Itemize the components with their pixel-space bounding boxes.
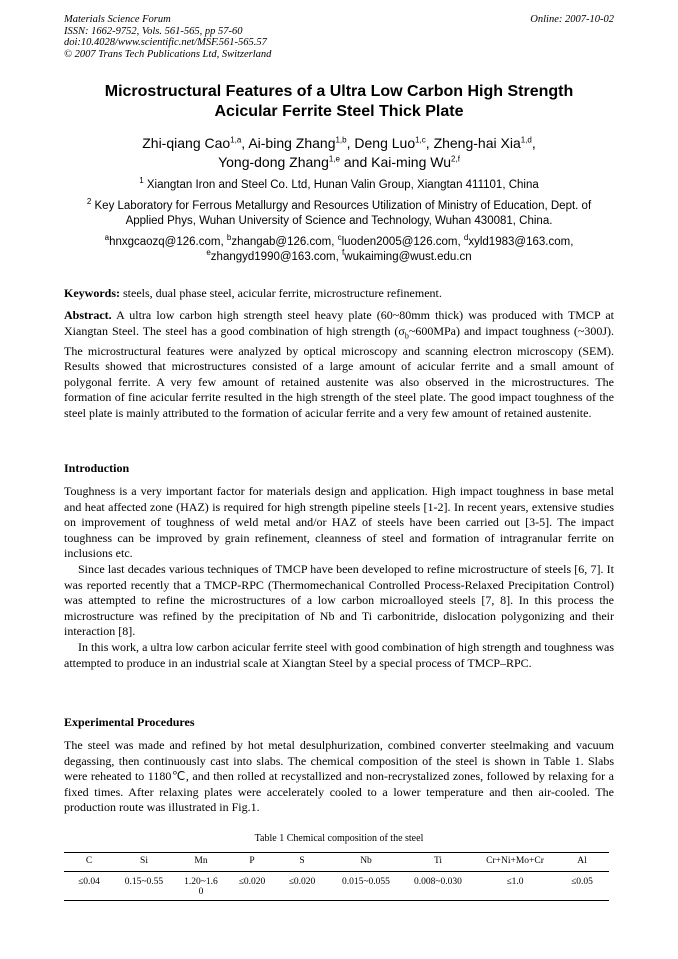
affiliation-2: $^2$ Key Laboratory for Ferrous Metallurgy and Resources Utilization of Ministry of Education, Dept. of Applied Phys, Wuhan University of Science and Technology, Wuhan 430081, China. bbox=[86, 197, 592, 227]
journal-doi: doi:10.4028/www.scientific.net/MSF.561-565.57 bbox=[64, 37, 267, 48]
author: Zhi-qiang Cao$^{1,a}$, bbox=[142, 135, 249, 151]
abstract: Abstract. A ultra low carbon high strength steel heavy plate (60~80mm thick) was produced with TMCP at Xiangtan Steel. The steel has a good combination of high strength $(\sigma_b\sim 600MPa)$ and impact toughness (~300J). The microstructural features were analyzed by optical microscopy and scanning electron microscopy (SEM). Results showed that microstructures consisted of a large amount of acicular ferrite and a small amount of polygonal ferrite. A very few amount of retained austenite was also observed in the microstructures. The formation of fine acicular ferrite resulted in the high strength of the steel plate. The good impact toughness of the steel plate is mainly attributed to the formation of acicular ferrite and a very few amount of retained austenite. bbox=[64, 308, 614, 420]
table-header-cell: Cr+Ni+Mo+Cr bbox=[486, 856, 544, 866]
table-cell: 1.20~1.6 0 bbox=[184, 877, 218, 897]
keywords: Keywords: steels, dual phase steel, acicular ferrite, microstructure refinement. bbox=[64, 286, 442, 300]
journal-issn: ISSN: 1662-9752, Vols. 561-565, pp 57-60 bbox=[64, 25, 243, 37]
email: $^f$wukaiming@wust.edu.cn bbox=[342, 248, 472, 263]
introduction-body bbox=[64, 484, 614, 671]
author-emails bbox=[64, 235, 614, 265]
table-top-rule bbox=[64, 852, 609, 853]
table-caption: Table 1 Chemical composition of the steel bbox=[254, 833, 424, 844]
table-cell: 0.008~0.030 bbox=[414, 877, 462, 887]
email: $^a$hnxgcaozq@126.com, bbox=[104, 233, 227, 248]
table-header-cell: Al bbox=[577, 856, 587, 866]
table-header-cell: Mn bbox=[194, 856, 208, 866]
table-header-cell: Si bbox=[140, 856, 148, 866]
table-header-cell: S bbox=[299, 856, 305, 866]
journal-name: Materials Science Forum bbox=[64, 14, 171, 25]
table-cell: 0.015~0.055 bbox=[342, 877, 390, 887]
table-cell: ≤0.020 bbox=[288, 877, 316, 887]
experimental-body bbox=[64, 738, 614, 816]
journal-copyright: © 2007 Trans Tech Publications Ltd, Switzerland bbox=[64, 48, 272, 60]
email: $^c$luoden2005@126.com, bbox=[337, 233, 464, 248]
paragraph: Toughness is a very important factor for materials design and application. High impact toughness in base metal and heat affected zone (HAZ) is required for high strength pipeline steels [1-2]. In recent years, extensive studies on improvement of toughness of weld metal and/or HAZ of steels have been carried out [3-5]. The impact toughness can be improved by grain refinement, cleanness of steel and formation of intragranular ferrite on inclusions etc. bbox=[64, 484, 614, 561]
title-line-2: Acicular Ferrite Steel Thick Plate bbox=[214, 103, 464, 120]
table-header-cell: P bbox=[249, 856, 255, 866]
table-header-cell: Nb bbox=[360, 856, 372, 866]
email: $^d$xyld1983@163.com, bbox=[463, 233, 574, 248]
table-cell: ≤1.0 bbox=[506, 877, 524, 887]
affiliation-1: $^1$ Xiangtan Iron and Steel Co. Ltd, Hunan Valin Group, Xiangtan 411101, China bbox=[139, 176, 539, 191]
journal-header bbox=[64, 14, 271, 60]
author: Kai-ming Wu$^{2,f}$ bbox=[371, 154, 460, 170]
paper-title bbox=[64, 82, 614, 122]
paragraph: In this work, a ultra low carbon acicular ferrite steel with good combination of high strength and toughness was attempted to produce in an industrial scale at Xiangtan Steel by a special process of TMCP–RPC. bbox=[64, 639, 614, 670]
table-header-cell: Ti bbox=[433, 856, 443, 866]
email: $^e$zhangyd1990@163.com, bbox=[206, 248, 343, 263]
author: Zheng-hai Xia$^{1,d}$, bbox=[433, 135, 536, 151]
paragraph: The steel was made and refined by hot metal desulphurization, combined converter steelmaking and vacuum degassing, then continuously cast into slabs. The chemical composition of the steel is shown in Table 1. Slabs were reheated to 1180℃, and then rolled at recystallized and non-recrystalized zones, followed by relaxing for a fixed times. After relaxing plates were accelerately cooled to a lower temperature and then air-cooled. The production route was illustrated in Fig.1. bbox=[64, 738, 614, 815]
paragraph: Since last decades various techniques of TMCP have been developed to refine microstructure of steels [6, 7]. It was reported recently that a TMCP-RPC (Thermomechanical Controlled Process-Relaxed Precipitation Control) was attempted to refine the microstructures of a low carbon microalloyed steels [7, 8]. In this process the microstructure was refined by the precipitation of Nb and Ti carbonitride, dislocation polygonizing and their interaction [8]. bbox=[64, 561, 614, 639]
author-list bbox=[64, 134, 614, 172]
author: Yong-dong Zhang$^{1,e}$ and bbox=[218, 154, 372, 170]
experimental-heading: Experimental Procedures bbox=[64, 715, 195, 729]
introduction-heading: Introduction bbox=[64, 461, 130, 475]
table-header-rule bbox=[64, 871, 609, 872]
email: $^b$zhangab@126.com, bbox=[226, 233, 338, 248]
table-cell: ≤0.04 bbox=[78, 877, 100, 887]
online-date: Online: 2007-10-02 bbox=[530, 14, 614, 25]
table-cell: ≤0.020 bbox=[238, 877, 266, 887]
title-line-1: Microstructural Features of a Ultra Low Carbon High Strength bbox=[104, 83, 574, 100]
table-bottom-rule bbox=[64, 900, 609, 901]
table-cell: ≤0.05 bbox=[571, 877, 593, 887]
table-header-cell: C bbox=[85, 856, 93, 866]
author: Ai-bing Zhang$^{1,b}$, bbox=[248, 135, 355, 151]
table-cell: 0.15~0.55 bbox=[124, 877, 164, 887]
author: Deng Luo$^{1,c}$, bbox=[354, 135, 434, 151]
